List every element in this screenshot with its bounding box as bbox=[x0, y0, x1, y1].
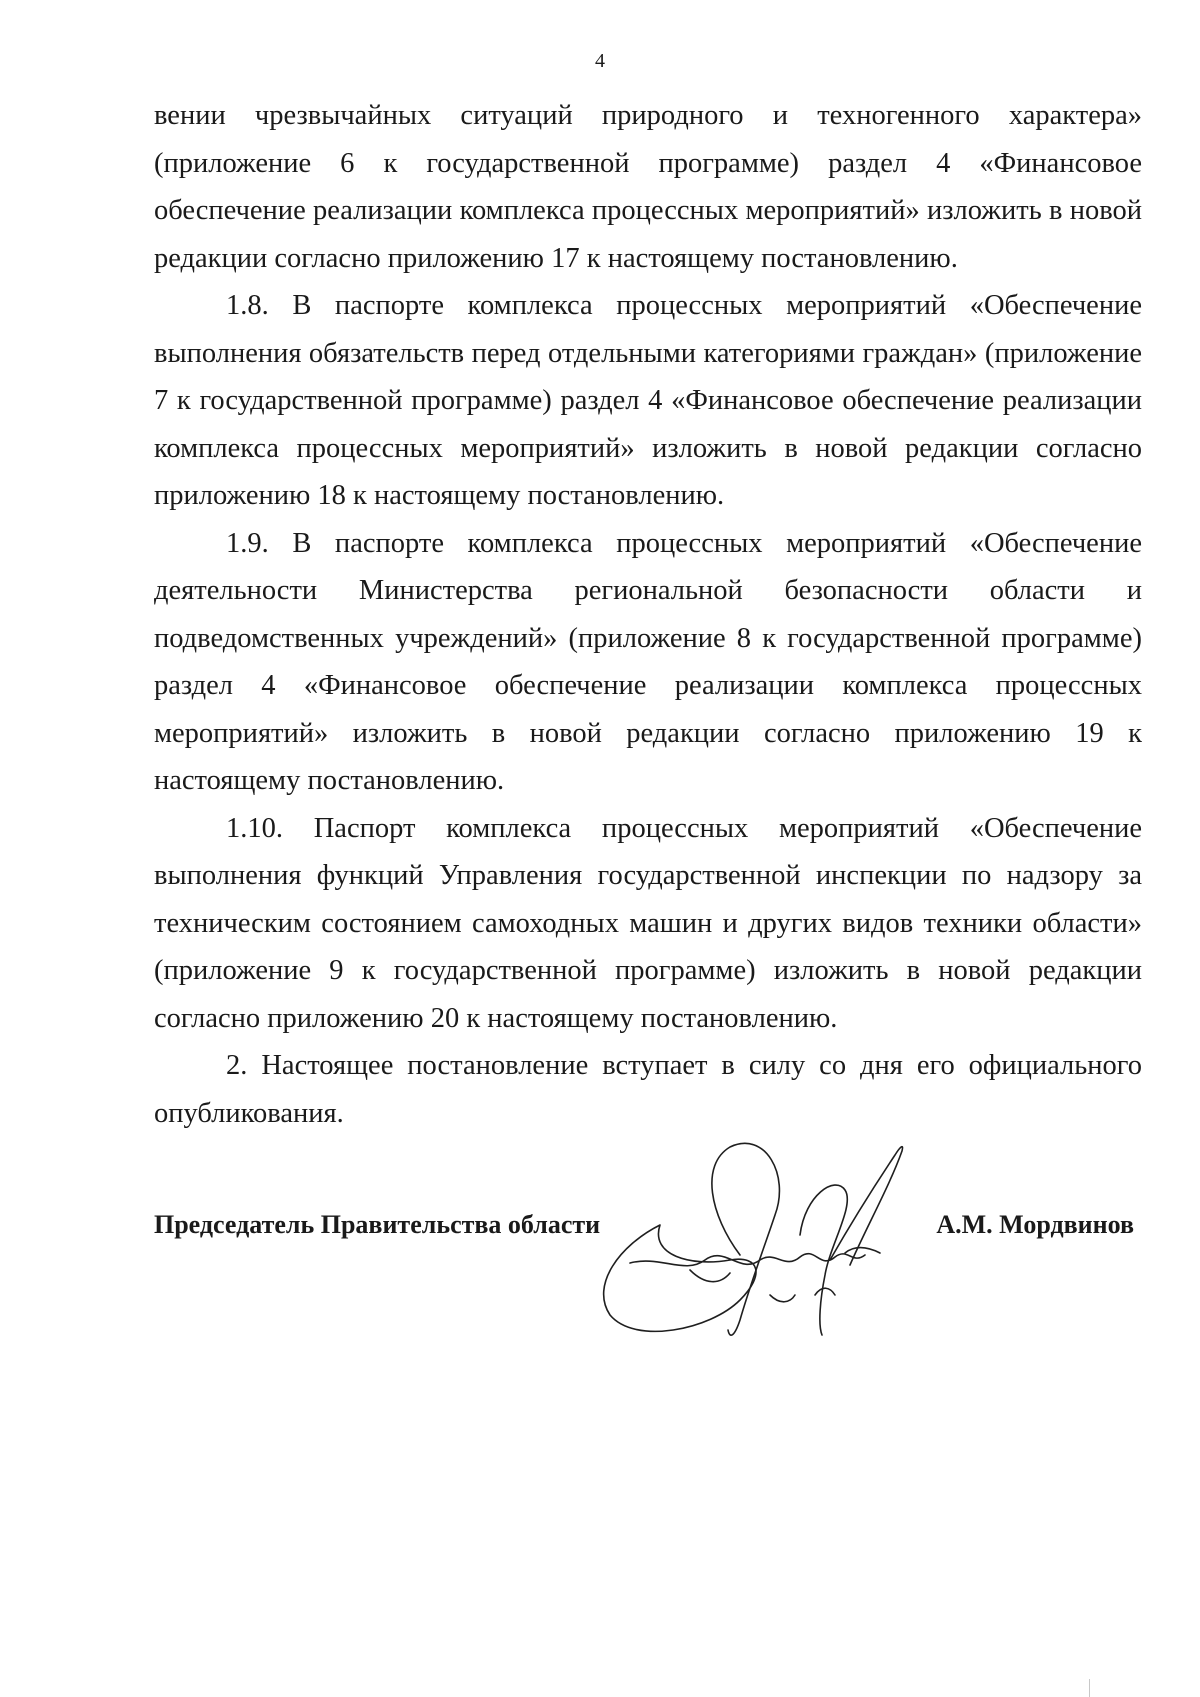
document-body bbox=[154, 92, 1142, 1137]
page-number: 4 bbox=[595, 50, 605, 72]
signatory-name: А.М. Мордвинов bbox=[936, 1210, 1134, 1239]
paragraph-1-9: 1.9. В паспорте комплекса процессных мероприятий «Обеспечение деятельности Министерства региональной безопасности области и подведомственных учреждений» (приложение 8 к государственной программе) раздел 4 «Финансовое обеспечение реализации комплекса процессных мероприятий» изложить в новой редакции согласно приложению 19 к настоящему постановлению. bbox=[154, 527, 1142, 796]
handwritten-signature bbox=[590, 1135, 950, 1345]
signatory-title: Председатель Правительства области bbox=[154, 1210, 601, 1239]
paragraph-2: 2. Настоящее постановление вступает в силу со дня его официального опубликования. bbox=[154, 1050, 1142, 1129]
paragraph-1-10: 1.10. Паспорт комплекса процессных мероприятий «Обеспечение выполнения функций Управления государственной инспекции по надзору за техническим состоянием самоходных машин и других видов техники области» (приложение 9 к государственной программе) изложить в новой редакции согласно приложению 20 к настоящему постановлению. bbox=[154, 812, 1142, 1034]
paragraph-1-8: 1.8. В паспорте комплекса процессных мероприятий «Обеспечение выполнения обязательств перед отдельными категориями граждан» (приложение 7 к государственной программе) раздел 4 «Финансовое обеспечение реализации комплекса процессных мероприятий» изложить в новой редакции согласно приложению 18 к настоящему постановлению. bbox=[154, 290, 1142, 511]
scan-edge-mark bbox=[1089, 1679, 1090, 1697]
paragraph-continuation: вении чрезвычайных ситуаций природного и техногенного характера» (приложение 6 к государственной программе) раздел 4 «Финансовое обеспечение реализации комплекса процессных мероприятий» изложить в новой редакции согласно приложению 17 к настоящему постановлению. bbox=[154, 100, 1142, 274]
